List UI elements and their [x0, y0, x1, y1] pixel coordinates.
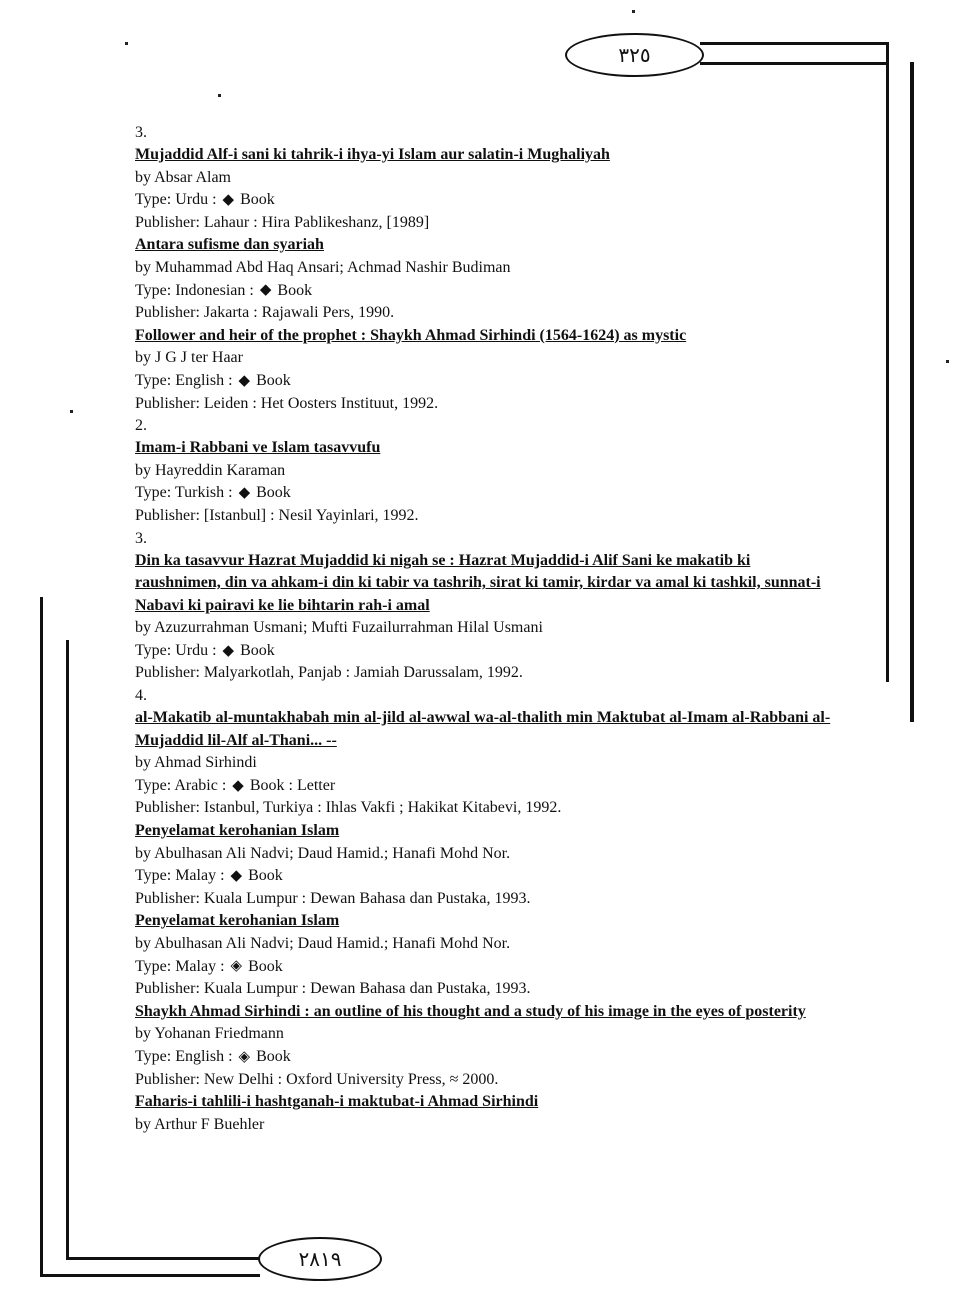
entry-author: by Abulhasan Ali Nadvi; Daud Hamid.; Hanafi Mohd Nor. [135, 935, 511, 952]
book-diamond-icon: ◆ [222, 642, 235, 659]
type-kind: Book [240, 191, 275, 209]
right-frame-line [886, 42, 889, 682]
type-kind: Book [256, 484, 291, 502]
entry-publisher: Publisher: Lahaur : Hira Pablikeshanz, [1989] [135, 213, 430, 231]
entry-type [135, 775, 835, 798]
entry-title-link[interactable]: Penyelamat kerohanian Islam [135, 912, 340, 930]
entry-type [135, 640, 835, 663]
entry-type [135, 865, 835, 888]
right-frame-line-2 [910, 62, 914, 722]
type-language: Type: Urdu : [135, 641, 217, 659]
entry-type [135, 370, 835, 393]
type-kind: Book : Letter [249, 776, 336, 794]
type-language: Type: English : [135, 1047, 233, 1065]
entry-author: by J G J ter Haar [135, 349, 243, 367]
entry-author: by Arthur F Buehler [135, 1115, 265, 1133]
entry-publisher: Publisher: [Istanbul] : Nesil Yayinlari, 1992. [135, 506, 419, 524]
list-item [135, 910, 835, 1000]
entry-title-link[interactable]: Follower and heir of the prophet : Shaykh Ahmad Sirhindi (1564-1624) as mystic [135, 326, 687, 344]
entry-title-link[interactable]: Penyelamat kerohanian Islam [135, 822, 340, 840]
bottom-page-number: ٢٨١٩ [258, 1237, 382, 1281]
book-diamond-icon: ◆ [232, 777, 244, 794]
entry-number: 3. [135, 124, 147, 141]
top-frame-line-2 [700, 62, 886, 65]
list-item [135, 528, 835, 686]
entry-number: 2. [135, 417, 147, 435]
scan-speck [218, 94, 221, 97]
entry-publisher: Publisher: Jakarta : Rajawali Pers, 1990. [135, 304, 395, 322]
type-language: Type: Indonesian : [135, 281, 254, 299]
entry-type [135, 1046, 835, 1069]
scan-speck [632, 10, 635, 13]
entry-title-link[interactable]: Faharis-i tahlili-i hashtganah-i maktubat-i Ahmad Sirhindi [135, 1093, 539, 1111]
entry-number: 3. [135, 529, 147, 547]
entry-title-link[interactable]: Shaykh Ahmad Sirhindi : an outline of his thought and a study of his image in the eyes of posterity [135, 1002, 806, 1020]
book-diamond-icon: ◆ [222, 191, 235, 208]
entry-number: 4. [135, 687, 147, 705]
left-frame-line [40, 597, 43, 1277]
scan-speck [125, 42, 128, 45]
type-language: Type: Urdu : [135, 191, 217, 209]
entry-publisher: Publisher: Malyarkotlah, Panjab : Jamiah Darussalam, 1992. [135, 664, 523, 682]
entry-publisher: Publisher: Leiden : Het Oosters Instituut, 1992. [135, 394, 439, 412]
entry-publisher: Publisher: New Delhi : Oxford University Press, ≈ 2000. [135, 1070, 499, 1088]
type-kind: Book [248, 867, 283, 885]
entry-title-link[interactable]: al-Makatib al-muntakhabah min al-jild al-awwal wa-al-thalith min Maktubat al-Imam al-Rabbani al-Mujaddid lil-Alf al-Thani... -- [135, 709, 831, 749]
entry-title-link[interactable]: Antara sufisme dan syariah [135, 236, 324, 254]
list-item [135, 415, 835, 527]
entry-publisher: Publisher: Istanbul, Turkiya : Ihlas Vakfi ; Hakikat Kitabevi, 1992. [135, 799, 562, 817]
book-diamond-icon: ◆ [238, 485, 251, 502]
list-item [135, 1091, 835, 1136]
scan-speck [70, 410, 73, 413]
book-diamond-icon: ◆ [259, 282, 272, 299]
entry-author: by Hayreddin Karaman [135, 461, 286, 479]
type-language: Type: English : [135, 371, 233, 389]
type-language: Type: Malay : [135, 867, 225, 885]
entry-title-link[interactable]: Mujaddid Alf-i sani ki tahrik-i ihya-yi Islam aur salatin-i Mughaliyah [135, 146, 610, 163]
entry-type [135, 280, 835, 303]
type-kind: Book [256, 1047, 291, 1065]
entry-type [135, 482, 835, 505]
list-item [135, 1001, 835, 1091]
list-item [135, 122, 835, 234]
type-kind: Book [256, 371, 291, 389]
entry-author: by Abulhasan Ali Nadvi; Daud Hamid.; Hanafi Mohd Nor. [135, 844, 511, 862]
ebook-diamond-outline-icon: ◈ [230, 958, 243, 975]
scan-speck [946, 360, 949, 363]
entry-author: by Absar Alam [135, 168, 231, 186]
top-page-number: ٣٢٥ [565, 33, 704, 77]
book-diamond-icon: ◆ [230, 868, 243, 885]
top-frame-line [700, 42, 886, 45]
entry-author: by Azuzurrahman Usmani; Mufti Fuzailurrahman Hilal Usmani [135, 619, 543, 637]
ebook-diamond-outline-icon: ◈ [238, 1048, 251, 1065]
entry-type [135, 956, 835, 979]
list-item [135, 325, 835, 415]
list-item [135, 820, 835, 910]
entry-type [135, 189, 835, 212]
type-kind: Book [248, 957, 283, 975]
type-kind: Book [277, 281, 313, 299]
entry-author: by Muhammad Abd Haq Ansari; Achmad Nashir Budiman [135, 258, 511, 276]
bibliography-list [135, 122, 835, 1136]
entry-publisher: Publisher: Kuala Lumpur : Dewan Bahasa dan Pustaka, 1993. [135, 889, 531, 907]
entry-publisher: Publisher: Kuala Lumpur : Dewan Bahasa dan Pustaka, 1993. [135, 980, 531, 998]
list-item [135, 234, 835, 324]
book-diamond-icon: ◆ [238, 372, 251, 389]
entry-title-link[interactable]: Imam-i Rabbani ve Islam tasavvufu [135, 439, 381, 457]
type-language: Type: Turkish : [135, 484, 233, 502]
bottom-frame-line [40, 1274, 260, 1277]
type-language: Type: Malay : [135, 957, 225, 975]
entry-author: by Yohanan Friedmann [135, 1025, 284, 1043]
list-item [135, 685, 835, 820]
bottom-frame-line-2 [66, 1257, 260, 1260]
type-kind: Book [240, 641, 275, 659]
entry-author: by Ahmad Sirhindi [135, 754, 257, 772]
type-language: Type: Arabic : [135, 776, 227, 794]
left-frame-line-2 [66, 640, 69, 1260]
entry-title-link[interactable]: Din ka tasavvur Hazrat Mujaddid ki nigah se : Hazrat Mujaddid-i Alif Sani ke makatib ki raushnimen, din va ahkam-i din ki tabir va tashrih, sirat ki tamir, kirdar va amal ki tashkil, sunnat-i Nabavi ki pairavi ke lie bihtarin rah-i amal [135, 551, 821, 614]
